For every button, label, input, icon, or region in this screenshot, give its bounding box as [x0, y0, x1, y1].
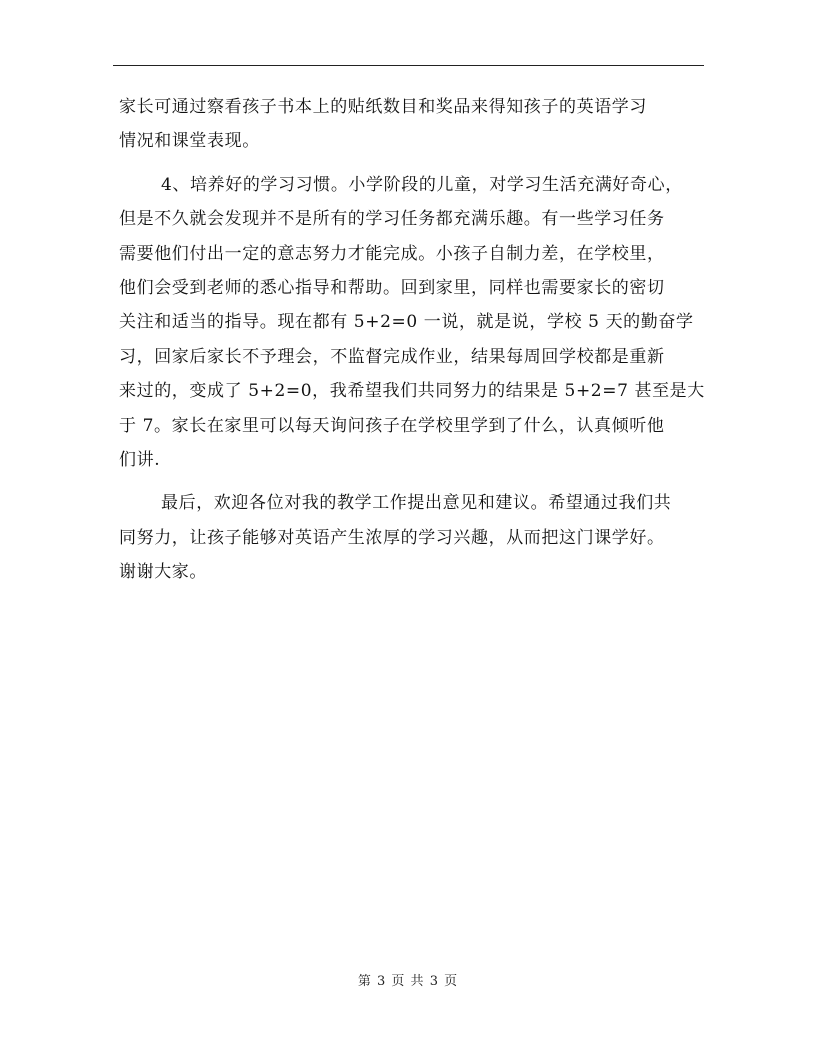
- text-line: 谢谢大家。: [119, 562, 207, 583]
- paragraph-study-habits: [119, 168, 704, 478]
- paragraph-closing: [119, 486, 704, 589]
- text-line: 最后，欢迎各位对我的教学工作提出意见和建议。希望通过我们共: [161, 493, 672, 514]
- text-line: 于 7。家长在家里可以每天询问孩子在学校里学到了什么，认真倾听他: [119, 415, 665, 436]
- text-line: 他们会受到老师的悉心指导和帮助。回到家里，同样也需要家长的密切: [119, 277, 665, 298]
- text-line: 情况和课堂表现。: [119, 131, 260, 152]
- text-line: 同努力，让孩子能够对英语产生浓厚的学习兴趣，从而把这门课学好。: [119, 527, 665, 548]
- text-line: 4、培养好的学习习惯。小学阶段的儿童，对学习生活充满好奇心，: [161, 174, 683, 195]
- text-line: 们讲.: [119, 449, 161, 470]
- header-rule: [113, 65, 704, 66]
- text-line: 来过的，变成了 5+2=0，我希望我们共同努力的结果是 5+2=7 甚至是大: [119, 381, 705, 402]
- text-line: 习，回家后家长不予理会，不监督完成作业，结果每周回学校都是重新: [119, 346, 665, 367]
- page-number: 第 3 页 共 3 页: [357, 974, 459, 989]
- text-line: 需要他们付出一定的意志努力才能完成。小孩子自制力差，在学校里，: [119, 243, 665, 264]
- paragraph-continuation: [119, 90, 704, 159]
- document-body: [119, 90, 704, 589]
- text-line: 关注和适当的指导。现在都有 5+2=0 一说，就是说，学校 5 天的勤奋学: [119, 312, 694, 333]
- text-line: 家长可通过察看孩子书本上的贴纸数目和奖品来得知孩子的英语学习: [119, 97, 647, 117]
- text-line: 但是不久就会发现并不是所有的学习任务都充满乐趣。有一些学习任务: [119, 209, 665, 230]
